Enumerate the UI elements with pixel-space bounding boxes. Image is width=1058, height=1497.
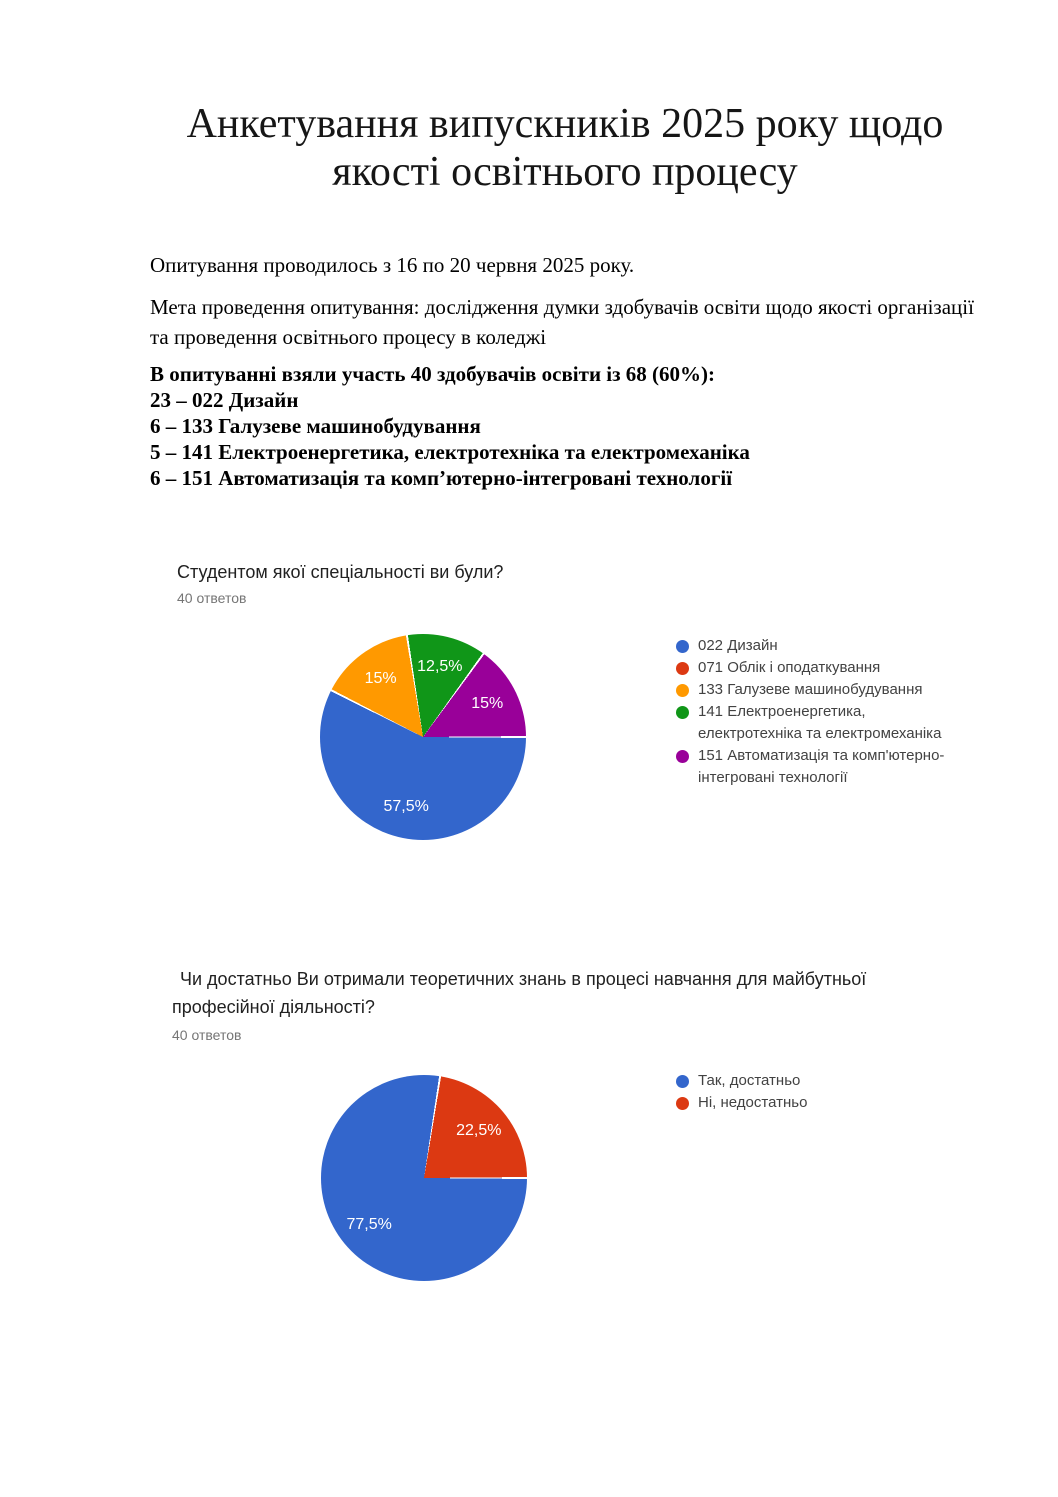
legend-label: 151 Автоматизація та комп'ютерно-інтегровані технології — [698, 747, 945, 786]
participation-item: 5 – 141 Електроенергетика, електротехніка та електромеханіка — [150, 440, 750, 464]
participation-heading: В опитуванні взяли участь 40 здобувачів освіти із 68 (60%): — [150, 362, 716, 386]
legend-theory-knowledge — [676, 1070, 948, 1114]
pie-chart-specialty — [320, 634, 526, 840]
pie-chart-theory-knowledge — [321, 1075, 527, 1281]
legend-specialty — [676, 635, 948, 789]
legend-item — [676, 701, 948, 745]
pie-slice-label: 15% — [364, 669, 397, 687]
legend-label: 133 Галузеве машинобудування — [698, 681, 923, 698]
paragraph-survey-dates: Опитування проводилось з 16 по 20 червня 2025 року. — [150, 253, 635, 277]
legend-label: Так, достатньо — [698, 1072, 801, 1089]
legend-swatch-icon — [676, 684, 689, 697]
document-title: Анкетування випускників 2025 року щодо якості освітнього процесу — [186, 101, 944, 195]
legend-swatch-icon — [676, 706, 689, 719]
legend-swatch-icon — [676, 750, 689, 763]
legend-item — [676, 635, 948, 657]
paragraph-survey-goal: Мета проведення опитування: дослідження думки здобувачів освіти щодо якості організації та проведення освітнього процесу в коледжі — [150, 295, 974, 349]
legend-label: Ні, недостатньо — [698, 1094, 808, 1111]
pie-slice-label: 57,5% — [383, 798, 429, 816]
chart-specialty-question: Студентом якої спеціальності ви були? — [177, 562, 504, 582]
legend-item — [676, 1070, 948, 1092]
legend-item — [676, 1092, 948, 1114]
legend-swatch-icon — [676, 640, 689, 653]
participation-item: 6 – 133 Галузеве машинобудування — [150, 414, 481, 438]
chart-theory-question: Чи достатньо Ви отримали теоретичних знань в процесі навчання для майбутньої професійної діяльності? — [172, 969, 867, 1017]
legend-item — [676, 745, 948, 789]
legend-label: 141 Електроенергетика, електротехніка та електромеханіка — [698, 703, 942, 742]
participation-item: 6 – 151 Автоматизація та комп’ютерно-інтегровані технології — [150, 466, 733, 490]
legend-item — [676, 679, 948, 701]
legend-swatch-icon — [676, 1097, 689, 1110]
pie-slice-label: 15% — [471, 695, 504, 713]
legend-label: 022 Дизайн — [698, 637, 778, 654]
participation-item: 23 – 022 Дизайн — [150, 388, 299, 412]
chart-theory-response-count: 40 ответов — [172, 1027, 242, 1043]
participation-summary — [150, 361, 995, 491]
pie-slice-label: 12,5% — [417, 657, 463, 675]
legend-item — [676, 657, 948, 679]
legend-label: 071 Облік і оподаткування — [698, 659, 881, 676]
legend-swatch-icon — [676, 662, 689, 675]
chart-specialty-response-count: 40 ответов — [177, 590, 247, 606]
pie-slice-label: 77,5% — [346, 1215, 392, 1233]
legend-swatch-icon — [676, 1075, 689, 1088]
pie-slice-label: 22,5% — [456, 1122, 502, 1140]
